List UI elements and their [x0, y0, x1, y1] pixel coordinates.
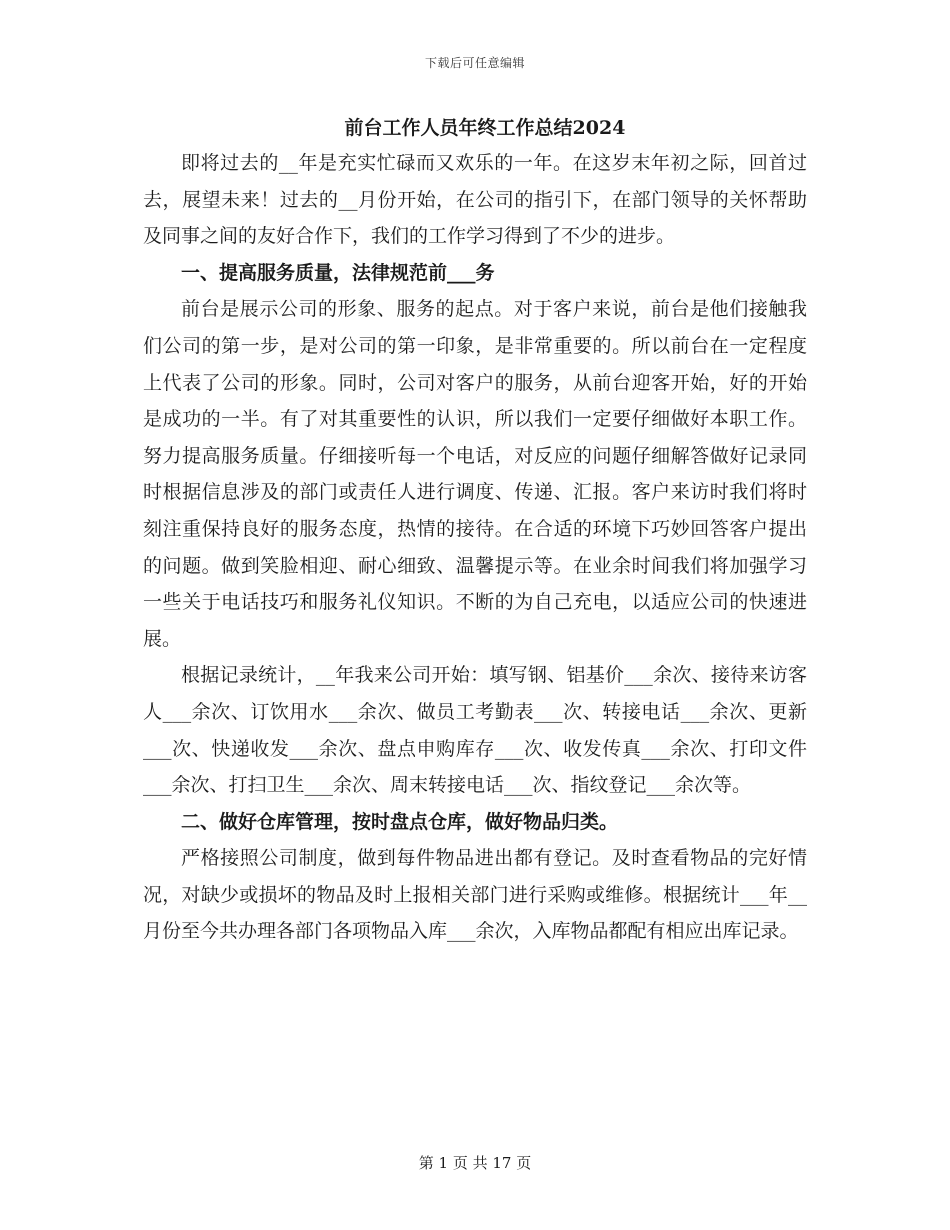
section-heading-2: 二、做好仓库管理，按时盘点仓库，做好物品归类。 [181, 810, 619, 833]
document-body [143, 112, 807, 950]
statistics-paragraph: 根据记录统计，__年我来公司开始：填写钢、铝基价___余次、接待来访客人___余次、订饮用水___余次、做员工考勤表___次、转接电话___余次、更新___次、快递收发___余次、盘点申购库存___次、收发传真___余次、打印文件___余次、打扫卫生___余次、周末转接电话___次、指纹登记___余次等。 [143, 664, 807, 797]
service-paragraph: 前台是展示公司的形象、服务的起点。对于客户来说，前台是他们接触我们公司的第一步，是对公司的第一印象，是非常重要的。所以前台在一定程度上代表了公司的形象。同时，公司对客户的服务，从前台迎客开始，好的开始是成功的一半。有了对其重要性的认识，所以我们一定要仔细做好本职工作。努力提高服务质量。仔细接听每一个电话，对反应的问题仔细解答做好记录同时根据信息涉及的部门或责任人进行调度、传递、汇报。客户来访时我们将时刻注重保持良好的服务态度，热情的接待。在合适的环境下巧妙回答客户提出的问题。做到笑脸相迎、耐心细致、温馨提示等。在业余时间我们将加强学习一些关于电话技巧和服务礼仪知识。不断的为自己充电，以适应公司的快速进展。 [143, 298, 807, 650]
intro-paragraph: 即将过去的__年是充实忙碌而又欢乐的一年。在这岁末年初之际，回首过去，展望未来！过去的__月份开始，在公司的指引下，在部门领导的关怀帮助及同事之间的友好合作下，我们的工作学习得到了不少的进步。 [143, 152, 807, 248]
document-title: 前台工作人员年终工作总结2024 [344, 117, 626, 139]
page-number: 第 1 页 共 17 页 [418, 1154, 532, 1172]
header-note: 下载后可任意编辑 [424, 56, 525, 70]
warehouse-paragraph: 严格接照公司制度，做到每件物品进出都有登记。及时查看物品的完好情况，对缺少或损坏的物品及时上报相关部门进行采购或维修。根据统计___年__月份至今共办理各部门各项物品入库___余次，入库物品都配有相应出库记录。 [143, 847, 807, 943]
section-heading-1: 一、提高服务质量，法律规范前___务 [181, 261, 495, 284]
